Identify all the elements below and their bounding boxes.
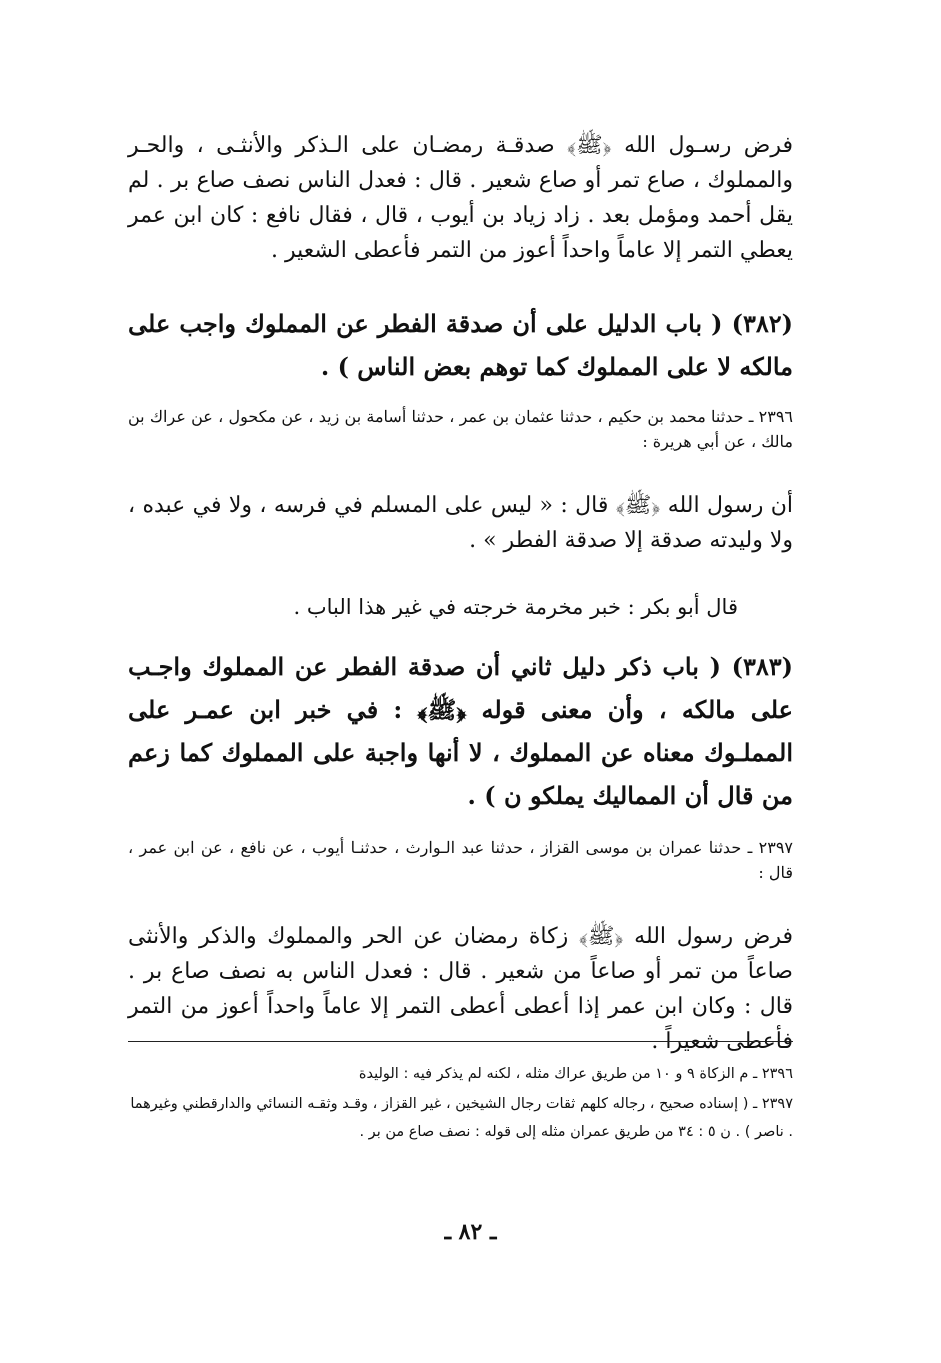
- hadith-2397-text: فرض رسول الله ﴿ﷺ﴾ زكاة رمضان عن الحر والمملوك والذكر والأنثى صاعاً من تمر أو صاعاً من شعير . قال : فعدل الناس به نصف صاع بر . قال : وكان ابن عمر إذا أعطى أعطى التمر إلا عاماً واحداً أعوز من التمر فأعطى شعيراً .: [128, 924, 793, 1054]
- hadith-2396-text: أن رسول الله ﴿ﷺ﴾ قال : « ليس على المسلم في فرسه ، ولا في عبده ، ولا وليدته صدقة إلا صدقة الفطر » .: [128, 493, 793, 553]
- footnote-2397: ٢٣٩٧ ـ ( إسناده صحيح ، رجاله كلهم ثقات رجال الشيخين ، غير القزاز ، وقـد وثقـه النسائي والدارقطني وغيرهما . ناصر ) . ن ٥ : ٣٤ من طريق عمران مثله إلى قوله : نصف صاع من بر .: [130, 1096, 793, 1140]
- author-comment: قال أبو بكر : خبر مخرمة خرجته في غير هذا الباب .: [293, 595, 738, 619]
- isnad-2397: ٢٣٩٧ ـ حدثنا عمران بن موسى القزاز ، حدثنا عبد الـوارث ، حدثنـا أيوب ، عن نافع ، عن ابن عمر ، قال :: [128, 838, 793, 882]
- isnad-2396: ٢٣٩٦ ـ حدثنا محمد بن حكيم ، حدثنا عثمان بن عمر ، حدثنا أسامة بن زيد ، عن مكحول ، عن عراك بن مالك ، عن أبي هريرة :: [128, 407, 794, 451]
- chapter-heading-383: (٣٨٣) ( باب ذكر دليل ثاني أن صدقة الفطر عن المملوك واجـب على مالكه ، وأن معنى قوله ﴿ﷺ﴾ : في خبر ابن عمـر على المملـوك معناه عن المملوك ، لا أنها واجبة على المملوك كما زعم من قال أن المماليك يملكو ن ) .: [128, 652, 793, 810]
- footnote-2396: ٢٣٩٦ ـ م الزكاة ٩ و ١٠ من طريق عراك مثله ، لكنه لم يذكر فيه : الوليدة: [358, 1066, 793, 1082]
- footnote-divider: [128, 1041, 793, 1042]
- chapter-heading-382: (٣٨٢) ( باب الدليل على أن صدقة الفطر عن المملوك واجب على مالكه لا على المملوك كما توهم بعض الناس ) .: [128, 309, 793, 381]
- hadith-text-continued: فرض رسـول الله ﴿ﷺ﴾ صدقـة رمضـان على الـذكر والأنثـى ، والحـر والمملوك ، صاع تمر أو صاع شعير . قال : فعدل الناس نصف صاع بر . لم يقل أحمد ومؤمل بعد . زاد زياد بن أيوب ، قال ، فقال نافع : كان ابن عمر يعطي التمر إلا عاماً واحداً أعوز من التمر فأعطى الشعير .: [128, 133, 793, 263]
- page-number: ـ ٨٢ ـ: [444, 1219, 497, 1245]
